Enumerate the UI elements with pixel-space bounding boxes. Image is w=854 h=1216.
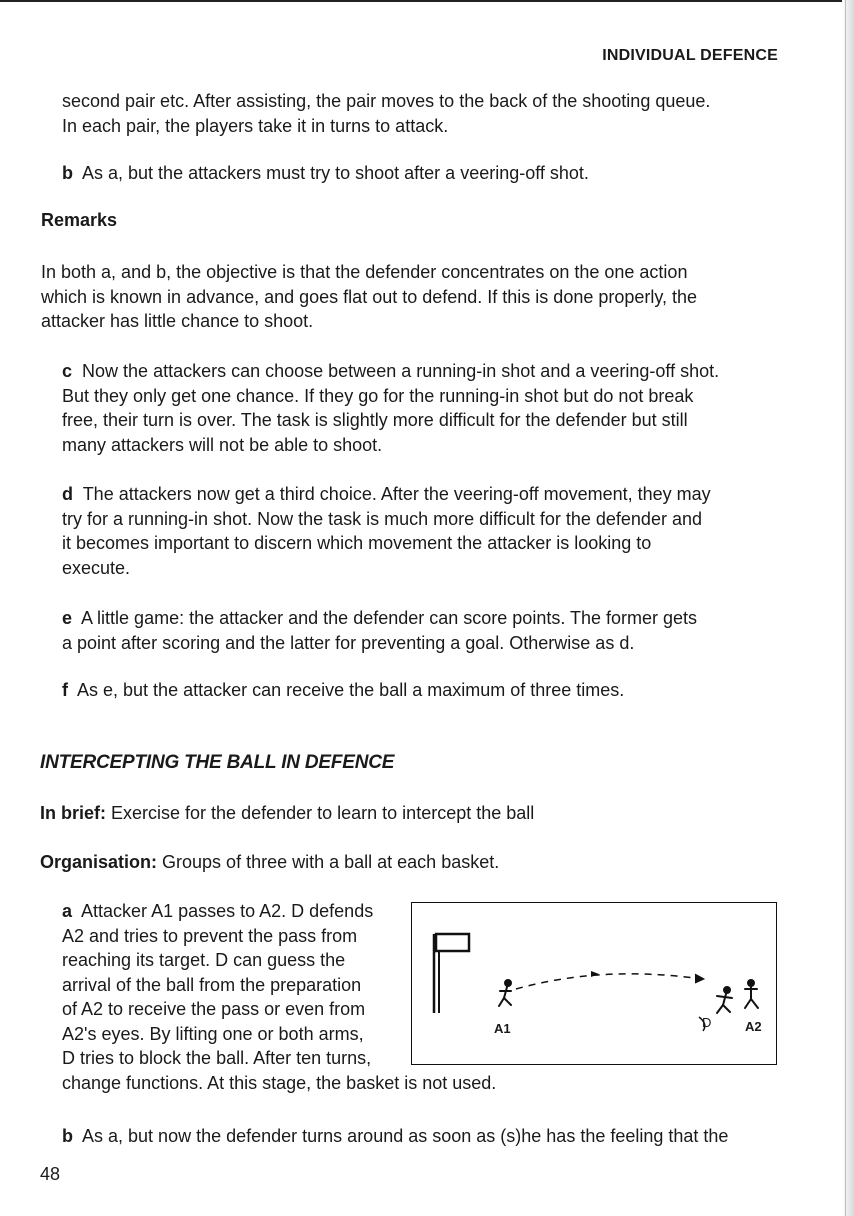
text-line: attacker has little chance to shoot. xyxy=(41,311,314,331)
in-brief-line xyxy=(40,801,534,826)
text-line: A2's eyes. By lifting one or both arms, xyxy=(62,1023,364,1044)
basket-icon xyxy=(434,934,469,1013)
item-e-paragraph xyxy=(62,606,697,655)
pass-arrow xyxy=(516,971,704,989)
diagram-drawing xyxy=(412,903,778,1066)
item-letter: e xyxy=(62,608,73,628)
text-line: In both a, and b, the objective is that the defender concentrates on the one action xyxy=(41,262,688,282)
page-edge xyxy=(842,0,854,1216)
item-b2-paragraph xyxy=(62,1124,728,1149)
item-letter: b xyxy=(62,1126,73,1146)
text-line: many attackers will not be able to shoot. xyxy=(62,434,383,455)
item-b-paragraph xyxy=(62,161,589,186)
defender-icon xyxy=(717,987,732,1013)
drill-diagram xyxy=(411,902,777,1065)
item-letter: b xyxy=(62,163,73,183)
text-line: free, their turn is over. The task is slightly more difficult for the defender but still xyxy=(62,410,688,430)
item-letter: c xyxy=(62,361,73,381)
text-line: try for a running-in shot. Now the task is much more difficult for the defender and xyxy=(62,508,702,529)
item-f-paragraph xyxy=(62,678,624,703)
section-title: INTERCEPTING THE BALL IN DEFENCE xyxy=(40,752,395,773)
text-line: D tries to block the ball. After ten turns, xyxy=(62,1048,372,1068)
label-a2: A2 xyxy=(745,1019,762,1034)
remarks-heading: Remarks xyxy=(41,210,118,230)
text-line: Attacker A1 passes to A2. D defends xyxy=(81,901,374,921)
text-line: A2 and tries to prevent the pass from xyxy=(62,925,358,946)
text-line: As e, but the attacker can receive the ball a maximum of three times. xyxy=(77,680,625,700)
organisation-line xyxy=(40,850,499,875)
item-letter: d xyxy=(62,484,73,504)
label-d: D xyxy=(702,1015,712,1030)
text-line: it becomes important to discern which movement the attacker is looking to xyxy=(62,533,652,553)
text-line: execute. xyxy=(62,557,131,578)
player-a2-icon xyxy=(745,980,758,1008)
text-line: arrival of the ball from the preparation xyxy=(62,974,362,995)
text-line: A little game: the attacker and the defender can score points. The former gets xyxy=(81,608,698,628)
text-line: change functions. At this stage, the basket is not used. xyxy=(62,1072,497,1093)
page-number: 48 xyxy=(40,1164,61,1184)
text-line: The attackers now get a third choice. After the veering-off movement, they may xyxy=(82,484,711,504)
text-line: which is known in advance, and goes flat out to defend. If this is done properly, the xyxy=(41,286,698,307)
in-brief-label: In brief: xyxy=(40,803,106,823)
item-d-paragraph xyxy=(62,482,711,580)
text-line: a point after scoring and the latter for preventing a goal. Otherwise as d. xyxy=(62,632,635,653)
item-letter: f xyxy=(62,680,68,700)
text-line: But they only get one chance. If they go for the running-in shot but do not break xyxy=(62,385,694,406)
text-line: Now the attackers can choose between a running-in shot and a veering-off shot. xyxy=(82,361,720,381)
organisation-label: Organisation: xyxy=(40,852,158,872)
player-a1-icon xyxy=(499,980,511,1006)
item-letter: a xyxy=(62,901,73,921)
text-line: second pair etc. After assisting, the pair moves to the back of the shooting queue. xyxy=(62,91,711,111)
in-brief-text: Exercise for the defender to learn to intercept the ball xyxy=(111,803,535,823)
remarks-paragraph xyxy=(41,260,697,334)
label-a1: A1 xyxy=(494,1021,511,1036)
text-line: of A2 to receive the pass or even from xyxy=(62,999,366,1019)
organisation-text: Groups of three with a ball at each basket. xyxy=(162,852,500,872)
top-rule xyxy=(0,0,842,2)
running-head: INDIVIDUAL DEFENCE xyxy=(602,47,778,64)
text-line: As a, but now the defender turns around as soon as (s)he has the feeling that the xyxy=(82,1126,729,1146)
text-line: In each pair, the players take it in turns to attack. xyxy=(62,115,449,136)
text-line: As a, but the attackers must try to shoot after a veering-off shot. xyxy=(82,163,589,183)
item-c-paragraph xyxy=(62,359,719,457)
continuation-paragraph xyxy=(62,89,710,138)
text-line: reaching its target. D can guess the xyxy=(62,950,346,970)
